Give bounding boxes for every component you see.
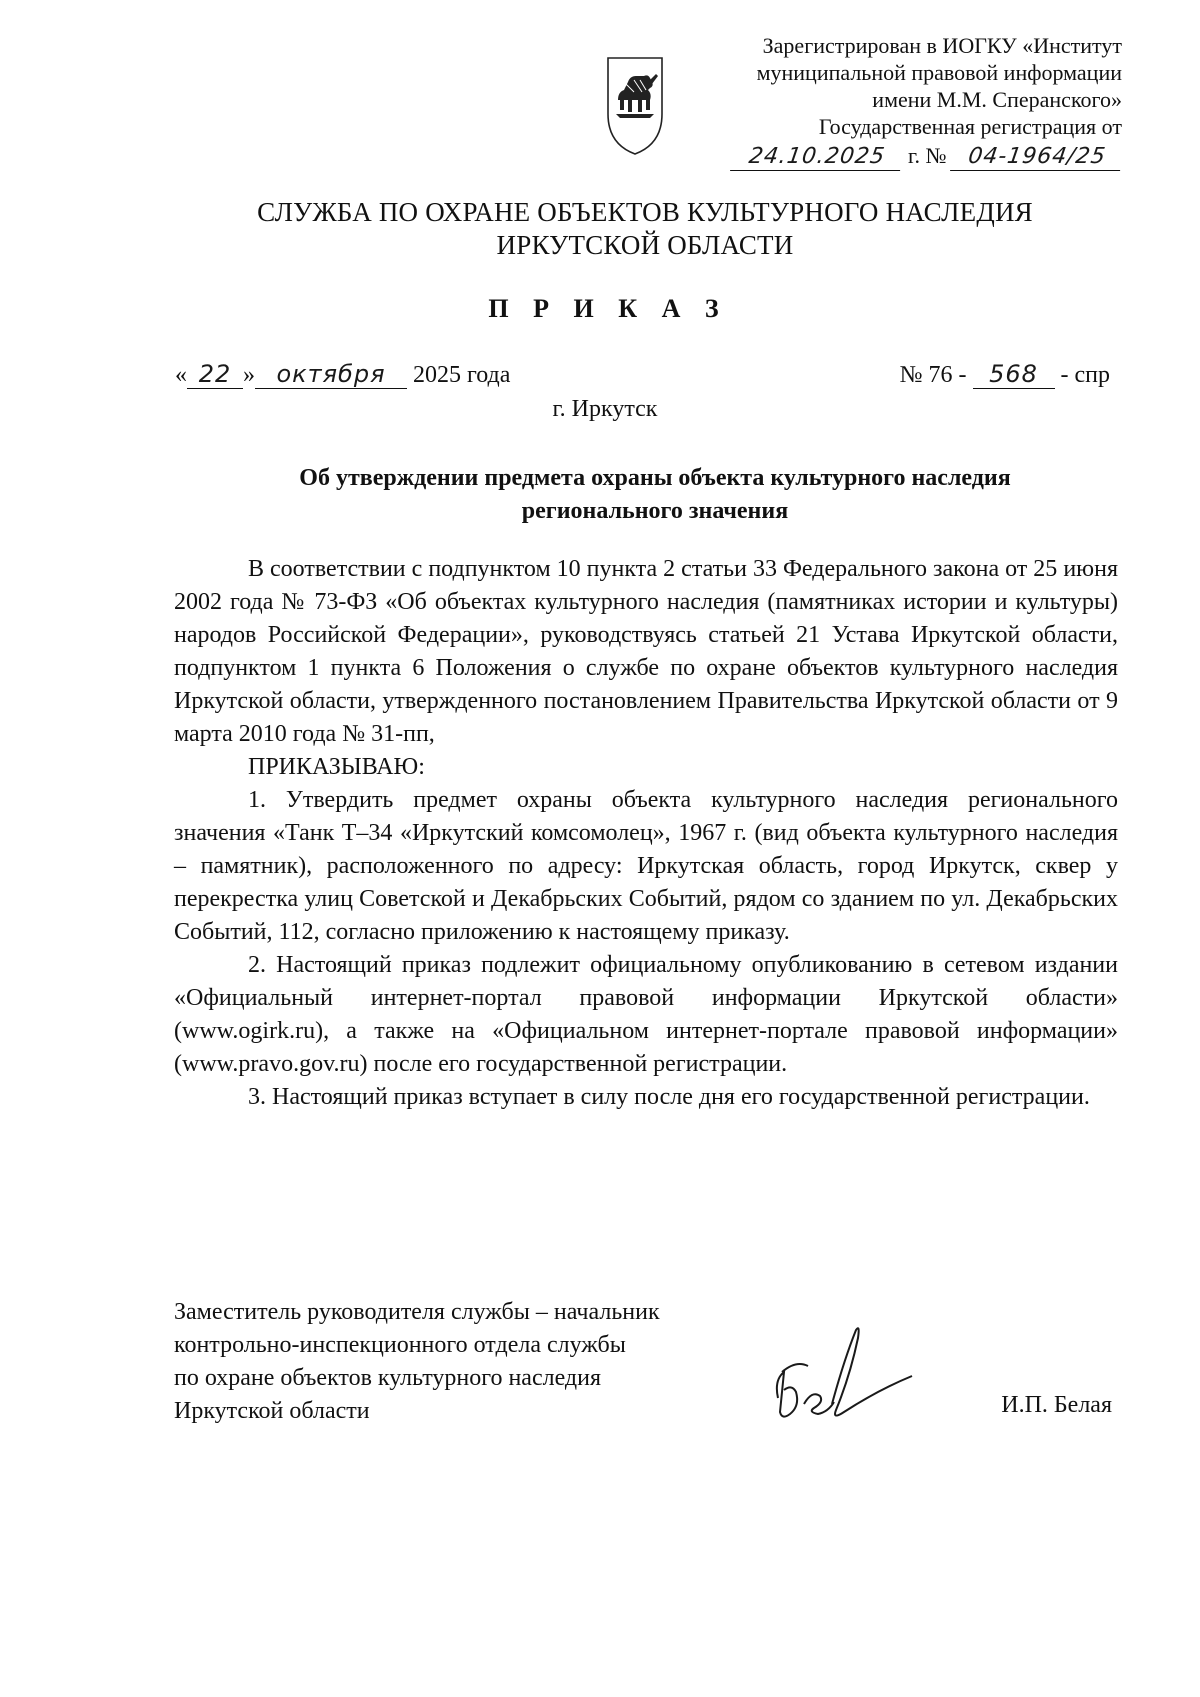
order-number-prefix: № 76 - bbox=[899, 362, 967, 388]
document-type-title: П Р И К А З bbox=[488, 294, 728, 323]
order-word: ПРИКАЗЫВАЮ: bbox=[248, 754, 425, 780]
organization-name-line-2: ИРКУТСКОЙ ОБЛАСТИ bbox=[496, 230, 794, 260]
registration-line-2: муниципальной правовой информации bbox=[756, 60, 1122, 85]
organization-name-line-1: СЛУЖБА ПО ОХРАНЕ ОБЪЕКТОВ КУЛЬТУРНОГО НАСЛЕДИЯ bbox=[257, 197, 1033, 227]
registration-date: 24.10.2025 bbox=[730, 143, 904, 171]
registration-number: 04-1964/25 bbox=[950, 143, 1124, 171]
quote-open: « bbox=[175, 362, 187, 388]
registration-line-3: имени М.М. Сперанского» bbox=[872, 87, 1122, 112]
registration-line-1: Зарегистрирован в ИОГКУ «Институт bbox=[762, 33, 1122, 58]
order-number-suffix: - спр bbox=[1060, 362, 1110, 388]
order-subject bbox=[200, 462, 1110, 528]
order-number bbox=[900, 360, 1110, 389]
subject-line-1: Об утверждении предмета охраны объекта культурного наследия bbox=[299, 465, 1011, 491]
order-item-3: 3. Настоящий приказ вступает в силу после дня его государственной регистрации. bbox=[248, 1084, 1090, 1110]
handwritten-signature bbox=[770, 1320, 920, 1430]
order-day: 22 bbox=[187, 360, 243, 389]
organization-header bbox=[0, 196, 1200, 262]
order-year: 2025 года bbox=[413, 362, 511, 388]
signer-title-line-2: контрольно-инспекционного отдела службы bbox=[174, 1332, 626, 1358]
subject-line-2: регионального значения bbox=[521, 498, 789, 524]
order-item-1: 1. Утвердить предмет охраны объекта культурного наследия регионального значения «Танк Т–34 «Иркутский комсомолец», 1967 г. (вид объекта культурного наследия – памятник), расположенного по адресу: Иркутская область, город Иркутск, сквер у перекрестка улиц Советской и Декабрьских Событий, рядом со зданием по ул. Декабрьских Событий, 112, согласно приложению к настоящему приказу. bbox=[174, 787, 1118, 945]
signer-title-line-1: Заместитель руководителя службы – начальник bbox=[174, 1299, 660, 1325]
order-date bbox=[175, 360, 510, 389]
order-city: г. Иркутск bbox=[552, 396, 658, 422]
quote-close: » bbox=[243, 362, 255, 388]
registration-line-4: Государственная регистрация от bbox=[818, 114, 1122, 139]
signer-title bbox=[174, 1296, 660, 1428]
order-number-value: 568 bbox=[973, 360, 1055, 389]
registration-number-prefix: г. № bbox=[907, 143, 947, 168]
order-body bbox=[174, 553, 1118, 1114]
registration-stamp bbox=[652, 32, 1122, 171]
registration-date-row bbox=[652, 142, 1122, 171]
signer-title-line-4: Иркутской области bbox=[174, 1398, 370, 1424]
preamble-paragraph: В соответствии с подпунктом 10 пункта 2 статьи 33 Федерального закона от 25 июня 2002 года № 73-ФЗ «Об объектах культурного наследия (памятниках истории и культуры) народов Российской Федерации», руководствуясь статьей 21 Устава Иркутской области, подпунктом 1 пункта 6 Положения о службе по охране объектов культурного наследия Иркутской области, утвержденного постановлением Правительства Иркутской области от 9 марта 2010 года № 31-пп, bbox=[174, 556, 1118, 747]
signer-name: И.П. Белая bbox=[1001, 1392, 1112, 1418]
order-item-2: 2. Настоящий приказ подлежит официальному опубликованию в сетевом издании «Официальный интернет-портал правовой информации Иркутской области» (www.ogirk.ru), а также на «Официальном интернет-портале правовой информации» (www.pravo.gov.ru) после его государственной регистрации. bbox=[174, 952, 1118, 1077]
order-month: октября bbox=[255, 360, 407, 389]
signer-title-line-3: по охране объектов культурного наследия bbox=[174, 1365, 602, 1391]
